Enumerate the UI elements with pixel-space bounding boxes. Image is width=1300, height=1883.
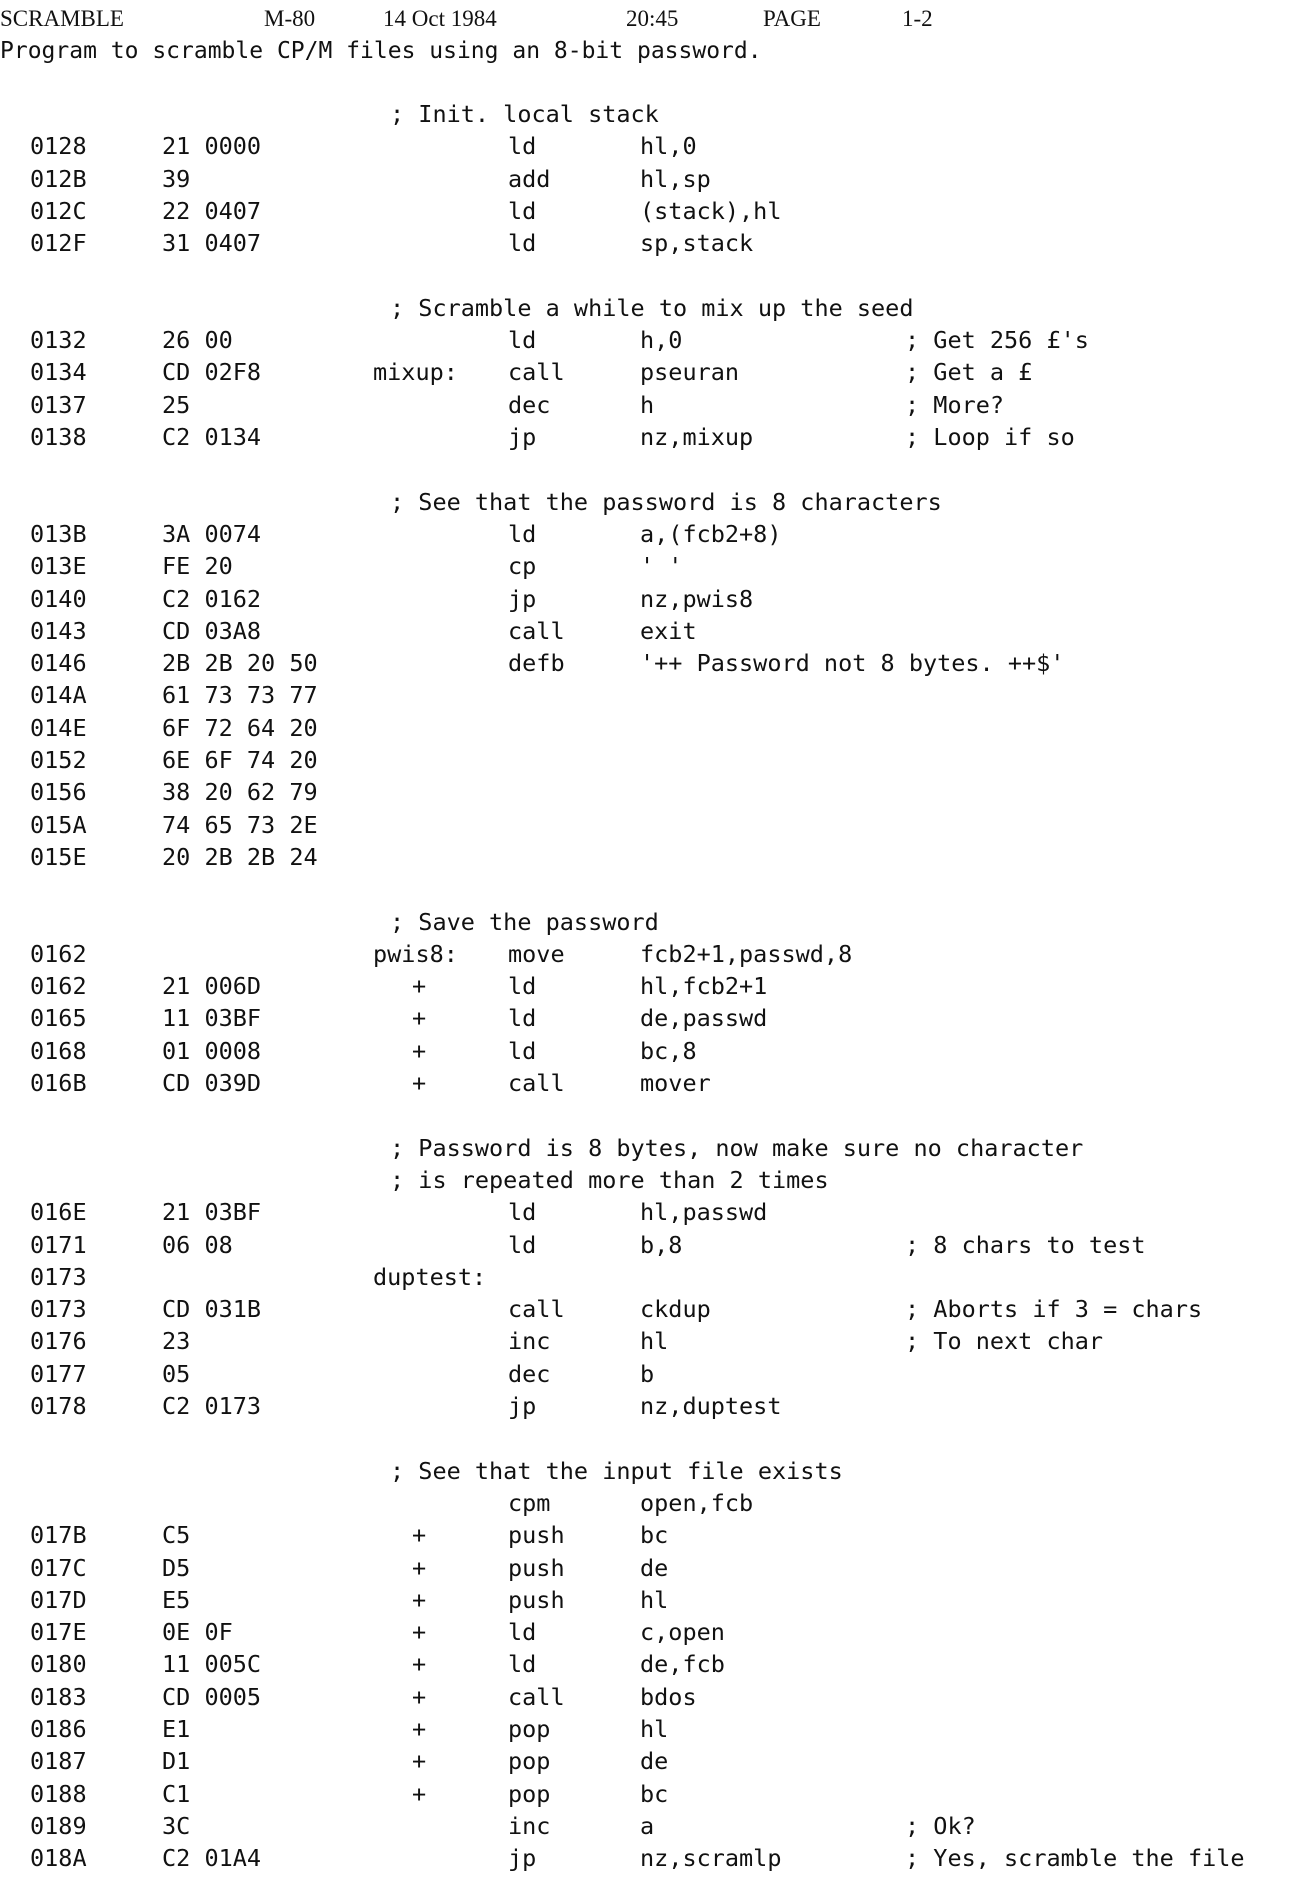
comment: ; Loop if so <box>905 423 1075 451</box>
address: 0173 <box>30 1295 87 1324</box>
address: 0162 <box>30 972 87 1001</box>
operand: b,8 <box>640 1230 683 1259</box>
object-code: 38 20 62 79 <box>162 778 318 807</box>
object-code: 06 08 <box>162 1230 233 1259</box>
listing-line <box>0 585 1300 617</box>
listing-line <box>0 197 1300 229</box>
address: 017E <box>30 1618 87 1647</box>
listing-date: 14 Oct 1984 <box>383 6 497 31</box>
mnemonic: pop <box>508 1715 551 1743</box>
blank-line <box>0 1101 1300 1133</box>
mnemonic: push <box>508 1521 565 1550</box>
operand: de <box>640 1553 669 1582</box>
listing-line <box>0 1166 1300 1198</box>
macro-expansion-marker: + <box>412 1553 427 1582</box>
mnemonic: call <box>508 1295 565 1324</box>
macro-expansion-marker: + <box>412 1747 427 1776</box>
operand: ' ' <box>640 552 683 581</box>
address: 017D <box>30 1585 87 1614</box>
object-code: 20 2B 2B 24 <box>162 842 318 871</box>
operand: c,open <box>640 1618 725 1647</box>
object-code: 6E 6F 74 20 <box>162 746 318 774</box>
address: 0156 <box>30 778 87 807</box>
operand: (stack),hl <box>640 196 782 225</box>
listing-line <box>0 1521 1300 1553</box>
mnemonic: ld <box>508 132 537 161</box>
mnemonic: pop <box>508 1747 551 1776</box>
object-code: CD 039D <box>162 1069 262 1097</box>
address: 013B <box>30 519 87 548</box>
address: 017B <box>30 1521 87 1550</box>
listing-line <box>0 165 1300 197</box>
mnemonic: defb <box>508 649 565 678</box>
mnemonic: move <box>508 939 565 968</box>
listing-time: 20:45 <box>626 6 679 31</box>
mnemonic: jp <box>508 584 537 613</box>
operand: h <box>640 390 655 419</box>
mnemonic: ld <box>508 1036 537 1065</box>
comment-block: ; is repeated more than 2 times <box>390 1165 829 1194</box>
object-code: E1 <box>162 1715 191 1743</box>
listing-line <box>0 1392 1300 1424</box>
listing-line <box>0 908 1300 940</box>
comment-block: ; Save the password <box>390 907 659 936</box>
listing-line <box>0 132 1300 164</box>
comment-block: ; Scramble a while to mix up the seed <box>390 293 914 322</box>
object-code: C5 <box>162 1521 191 1550</box>
operand: hl,0 <box>640 132 697 161</box>
object-code: CD 03A8 <box>162 616 262 645</box>
assembler-name: M-80 <box>264 6 316 31</box>
listing-line <box>0 1618 1300 1650</box>
comment: ; Get 256 £'s <box>905 326 1089 355</box>
mnemonic: call <box>508 616 565 645</box>
operand: hl <box>640 1327 669 1356</box>
listing-line <box>0 1747 1300 1779</box>
object-code: 3A 0074 <box>162 519 262 548</box>
object-code: C2 0162 <box>162 584 262 613</box>
comment-block: ; Password is 8 bytes, now make sure no character <box>390 1133 1084 1162</box>
address: 016B <box>30 1069 87 1097</box>
object-code: 39 <box>162 164 191 193</box>
operand: h,0 <box>640 326 683 355</box>
operand: b <box>640 1359 655 1388</box>
listing-line <box>0 1586 1300 1618</box>
object-code: CD 0005 <box>162 1682 262 1711</box>
address: 0128 <box>30 132 87 161</box>
listing-line <box>0 423 1300 455</box>
operand: mover <box>640 1069 711 1097</box>
mnemonic: add <box>508 164 551 193</box>
mnemonic: call <box>508 1682 565 1711</box>
operand: de,fcb <box>640 1650 725 1679</box>
operand: sp,stack <box>640 229 754 258</box>
listing-line <box>0 358 1300 390</box>
listing-line <box>0 811 1300 843</box>
address: 018A <box>30 1844 87 1873</box>
operand: hl,sp <box>640 164 711 193</box>
comment: ; Get a £ <box>905 358 1033 387</box>
listing-line <box>0 326 1300 358</box>
listing-line <box>0 714 1300 746</box>
mnemonic: jp <box>508 1844 537 1873</box>
listing-line <box>0 100 1300 132</box>
mnemonic: ld <box>508 1004 537 1033</box>
operand: nz,scramlp <box>640 1844 782 1873</box>
object-code: D5 <box>162 1553 191 1582</box>
address: 012F <box>30 229 87 258</box>
operand: exit <box>640 616 697 645</box>
listing-line <box>0 1812 1300 1844</box>
listing-line <box>0 1037 1300 1069</box>
macro-expansion-marker: + <box>412 1069 427 1097</box>
listing-line <box>0 1004 1300 1036</box>
mnemonic: ld <box>508 1618 537 1647</box>
operand: bc,8 <box>640 1036 697 1065</box>
label: pwis8: <box>373 939 458 968</box>
comment: ; Ok? <box>905 1811 976 1840</box>
object-code: CD 031B <box>162 1295 262 1324</box>
page-label: PAGE <box>763 6 821 31</box>
listing-line <box>0 843 1300 875</box>
listing-line <box>0 1489 1300 1521</box>
address: 014E <box>30 713 87 742</box>
address: 0180 <box>30 1650 87 1679</box>
address: 0186 <box>30 1715 87 1743</box>
mnemonic: ld <box>508 326 537 355</box>
operand: fcb2+1,passwd,8 <box>640 939 853 968</box>
mnemonic: ld <box>508 1230 537 1259</box>
address: 0140 <box>30 584 87 613</box>
address: 0168 <box>30 1036 87 1065</box>
mnemonic: ld <box>508 1650 537 1679</box>
object-code: 23 <box>162 1327 191 1356</box>
address: 0188 <box>30 1779 87 1808</box>
mnemonic: pop <box>508 1779 551 1808</box>
listing-line <box>0 1780 1300 1812</box>
mnemonic: ld <box>508 972 537 1001</box>
address: 0177 <box>30 1359 87 1388</box>
mnemonic: jp <box>508 423 537 451</box>
operand: nz,duptest <box>640 1392 782 1420</box>
operand: nz,mixup <box>640 423 754 451</box>
address: 0146 <box>30 649 87 678</box>
address: 0173 <box>30 1262 87 1291</box>
address: 0132 <box>30 326 87 355</box>
listing-line <box>0 488 1300 520</box>
listing-line <box>0 1327 1300 1359</box>
operand: hl,passwd <box>640 1198 768 1227</box>
macro-expansion-marker: + <box>412 1004 427 1033</box>
listing-header <box>0 6 933 34</box>
operand: '++ Password not 8 bytes. ++$' <box>640 649 1065 678</box>
listing-line <box>0 1457 1300 1489</box>
mnemonic: push <box>508 1553 565 1582</box>
address: 012C <box>30 196 87 225</box>
operand: hl <box>640 1585 669 1614</box>
object-code: 21 0000 <box>162 132 262 161</box>
mnemonic: ld <box>508 196 537 225</box>
listing-line <box>0 1134 1300 1166</box>
operand: hl <box>640 1715 669 1743</box>
object-code: 01 0008 <box>162 1036 262 1065</box>
listing-line <box>0 1844 1300 1876</box>
object-code: 2B 2B 20 50 <box>162 649 318 678</box>
listing-line <box>0 681 1300 713</box>
macro-expansion-marker: + <box>412 1682 427 1711</box>
listing-line <box>0 649 1300 681</box>
listing-line <box>0 1683 1300 1715</box>
blank-line <box>0 1424 1300 1456</box>
address: 015A <box>30 810 87 839</box>
object-code: 6F 72 64 20 <box>162 713 318 742</box>
object-code: 74 65 73 2E <box>162 810 318 839</box>
listing-line <box>0 778 1300 810</box>
object-code: 05 <box>162 1359 191 1388</box>
label: mixup: <box>373 358 458 387</box>
listing-line <box>0 1715 1300 1747</box>
page-number: 1-2 <box>902 6 933 31</box>
comment: ; Yes, scramble the file <box>905 1844 1245 1873</box>
address: 0176 <box>30 1327 87 1356</box>
listing-line <box>0 552 1300 584</box>
mnemonic: ld <box>508 519 537 548</box>
listing-line <box>0 1231 1300 1263</box>
listing-line <box>0 1554 1300 1586</box>
address: 0152 <box>30 746 87 774</box>
comment: ; More? <box>905 390 1005 419</box>
operand: de,passwd <box>640 1004 768 1033</box>
comment: ; 8 chars to test <box>905 1230 1146 1259</box>
address: 0143 <box>30 616 87 645</box>
macro-expansion-marker: + <box>412 1618 427 1647</box>
operand: hl,fcb2+1 <box>640 972 768 1001</box>
listing-line <box>0 940 1300 972</box>
address: 015E <box>30 842 87 871</box>
program-name: SCRAMBLE <box>0 6 124 31</box>
object-code: E5 <box>162 1585 191 1614</box>
mnemonic: dec <box>508 1359 551 1388</box>
listing-line <box>0 1295 1300 1327</box>
object-code: 22 0407 <box>162 196 262 225</box>
listing-line <box>0 1198 1300 1230</box>
comment: ; To next char <box>905 1327 1104 1356</box>
operand: a,(fcb2+8) <box>640 519 782 548</box>
address: 016E <box>30 1198 87 1227</box>
object-code: 25 <box>162 390 191 419</box>
object-code: 31 0407 <box>162 229 262 258</box>
operand: bdos <box>640 1682 697 1711</box>
mnemonic: call <box>508 1069 565 1097</box>
label: duptest: <box>373 1262 487 1291</box>
operand: open,fcb <box>640 1488 754 1517</box>
object-code: C2 0134 <box>162 423 262 451</box>
object-code: D1 <box>162 1747 191 1776</box>
macro-expansion-marker: + <box>412 972 427 1001</box>
macro-expansion-marker: + <box>412 1715 427 1743</box>
object-code: 21 006D <box>162 972 262 1001</box>
listing-line <box>0 520 1300 552</box>
macro-expansion-marker: + <box>412 1521 427 1550</box>
mnemonic: push <box>508 1585 565 1614</box>
blank-line <box>0 262 1300 294</box>
listing-line <box>0 746 1300 778</box>
mnemonic: ld <box>508 229 537 258</box>
mnemonic: inc <box>508 1811 551 1840</box>
object-code: 26 00 <box>162 326 233 355</box>
comment-block: ; See that the input file exists <box>390 1456 843 1485</box>
address: 0189 <box>30 1811 87 1840</box>
macro-expansion-marker: + <box>412 1779 427 1808</box>
blank-line <box>0 875 1300 907</box>
comment-block: ; Init. local stack <box>390 100 659 128</box>
object-code: 11 005C <box>162 1650 262 1679</box>
mnemonic: call <box>508 358 565 387</box>
comment: ; Aborts if 3 = chars <box>905 1295 1203 1324</box>
operand: pseuran <box>640 358 740 387</box>
object-code: C2 01A4 <box>162 1844 262 1873</box>
address: 0162 <box>30 939 87 968</box>
address: 0138 <box>30 423 87 451</box>
address: 0178 <box>30 1392 87 1420</box>
macro-expansion-marker: + <box>412 1036 427 1065</box>
listing-line <box>0 1650 1300 1682</box>
address: 0183 <box>30 1682 87 1711</box>
operand: bc <box>640 1779 669 1808</box>
address: 0134 <box>30 358 87 387</box>
address: 013E <box>30 552 87 581</box>
macro-expansion-marker: + <box>412 1650 427 1679</box>
mnemonic: jp <box>508 1392 537 1420</box>
operand: ckdup <box>640 1295 711 1324</box>
mnemonic: cp <box>508 552 537 581</box>
address: 0137 <box>30 390 87 419</box>
mnemonic: ld <box>508 1198 537 1227</box>
operand: nz,pwis8 <box>640 584 754 613</box>
address: 0171 <box>30 1230 87 1259</box>
listing-line <box>0 229 1300 261</box>
address: 0165 <box>30 1004 87 1033</box>
listing-line <box>0 972 1300 1004</box>
operand: bc <box>640 1521 669 1550</box>
object-code: 11 03BF <box>162 1004 262 1033</box>
operand: a <box>640 1811 655 1840</box>
address: 0187 <box>30 1747 87 1776</box>
blank-line <box>0 455 1300 487</box>
listing-subtitle: Program to scramble CP/M files using an 8-bit password. <box>0 38 762 64</box>
object-code: C1 <box>162 1779 191 1808</box>
object-code: C2 0173 <box>162 1392 262 1420</box>
listing-line <box>0 391 1300 423</box>
object-code: 0E 0F <box>162 1618 233 1647</box>
mnemonic: cpm <box>508 1488 551 1517</box>
address: 014A <box>30 681 87 710</box>
object-code: 21 03BF <box>162 1198 262 1227</box>
listing-line <box>0 1360 1300 1392</box>
object-code: FE 20 <box>162 552 233 581</box>
operand: de <box>640 1747 669 1776</box>
mnemonic: inc <box>508 1327 551 1356</box>
address: 012B <box>30 164 87 193</box>
listing-line <box>0 1069 1300 1101</box>
comment-block: ; See that the password is 8 characters <box>390 487 942 516</box>
object-code: CD 02F8 <box>162 358 262 387</box>
mnemonic: dec <box>508 390 551 419</box>
macro-expansion-marker: + <box>412 1585 427 1614</box>
listing-line <box>0 294 1300 326</box>
object-code: 61 73 73 77 <box>162 681 318 710</box>
listing-line <box>0 1263 1300 1295</box>
address: 017C <box>30 1553 87 1582</box>
listing-line <box>0 617 1300 649</box>
object-code: 3C <box>162 1811 191 1840</box>
